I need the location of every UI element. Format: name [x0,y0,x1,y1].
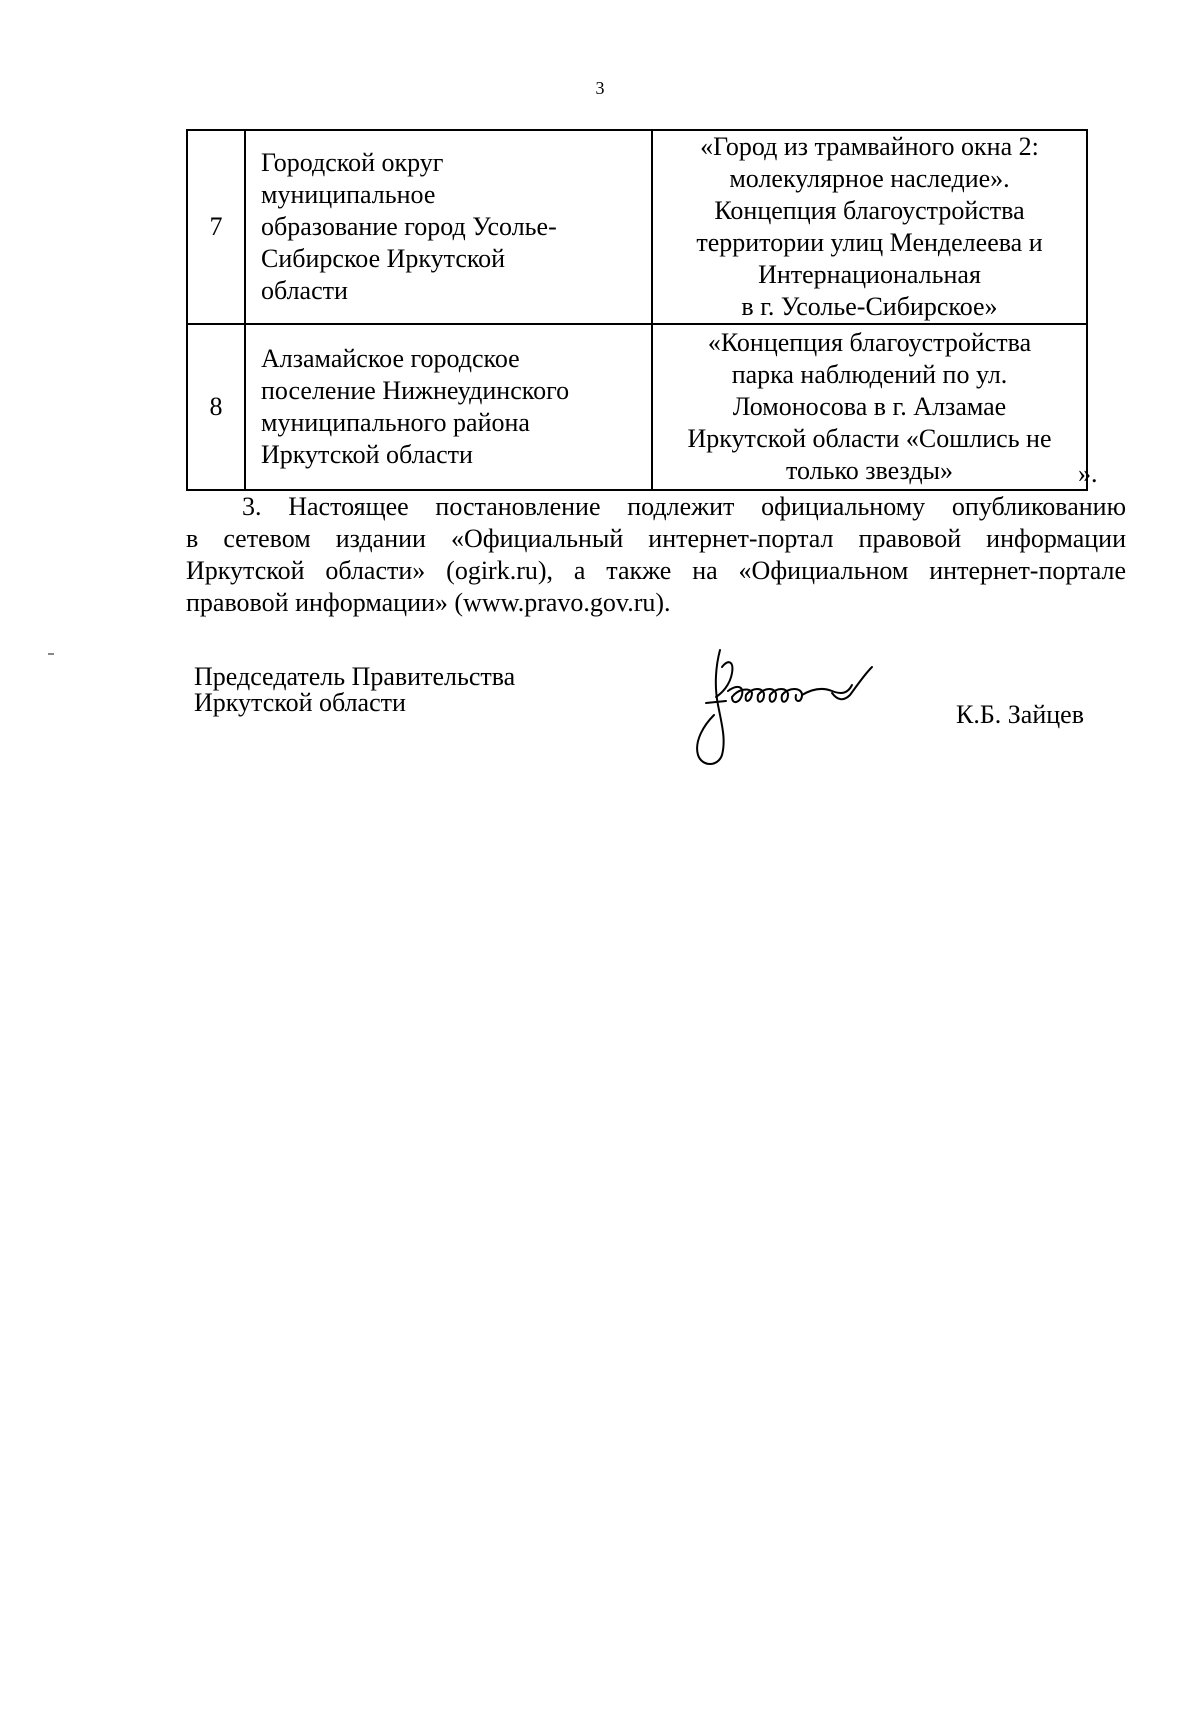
signer-name: К.Б. Зайцев [956,700,1084,729]
page-number: 3 [595,78,605,98]
signature-image [692,645,924,770]
project-title-cell [652,324,1087,490]
municipality-text: Алзамайское городское поселение Нижнеудинского муниципального района Иркутской области [261,344,570,469]
table-row [187,324,1087,490]
row-number: 8 [187,324,245,490]
municipality-cell [245,130,652,324]
margin-mark [48,653,54,655]
signatory-position: Председатель Правительства Иркутской области [194,662,516,717]
row-number: 7 [187,130,245,324]
table-closing-quote: ». [1078,459,1098,488]
municipality-text: Городской округ муниципальное образование город Усолье- Сибирское Иркутской области [261,148,557,305]
paragraph-line: правовой информации» (www.pravo.gov.ru). [186,588,671,617]
project-title-text: «Концепция благоустройства парка наблюдений по ул. Ломоносова в г. Алзамае Иркутской области «Сошлись не только звезды» [687,328,1052,485]
paragraph-3 [186,491,1126,619]
table-row [187,130,1087,324]
municipality-cell [245,324,652,490]
paragraph-line: Иркутской области» (ogirk.ru), а также на «Официальном интернет-портале [186,556,1126,585]
project-title-text: «Город из трамвайного окна 2: молекулярное наследие». Концепция благоустройства территории улиц Менделеева и Интернациональная в г. Усолье-Сибирское» [696,132,1043,321]
paragraph-line: в сетевом издании «Официальный интернет-портал правовой информации [186,524,1126,553]
projects-table [186,129,1088,491]
project-title-cell [652,130,1087,324]
paragraph-line: 3. Настоящее постановление подлежит официальному опубликованию [242,492,1126,521]
